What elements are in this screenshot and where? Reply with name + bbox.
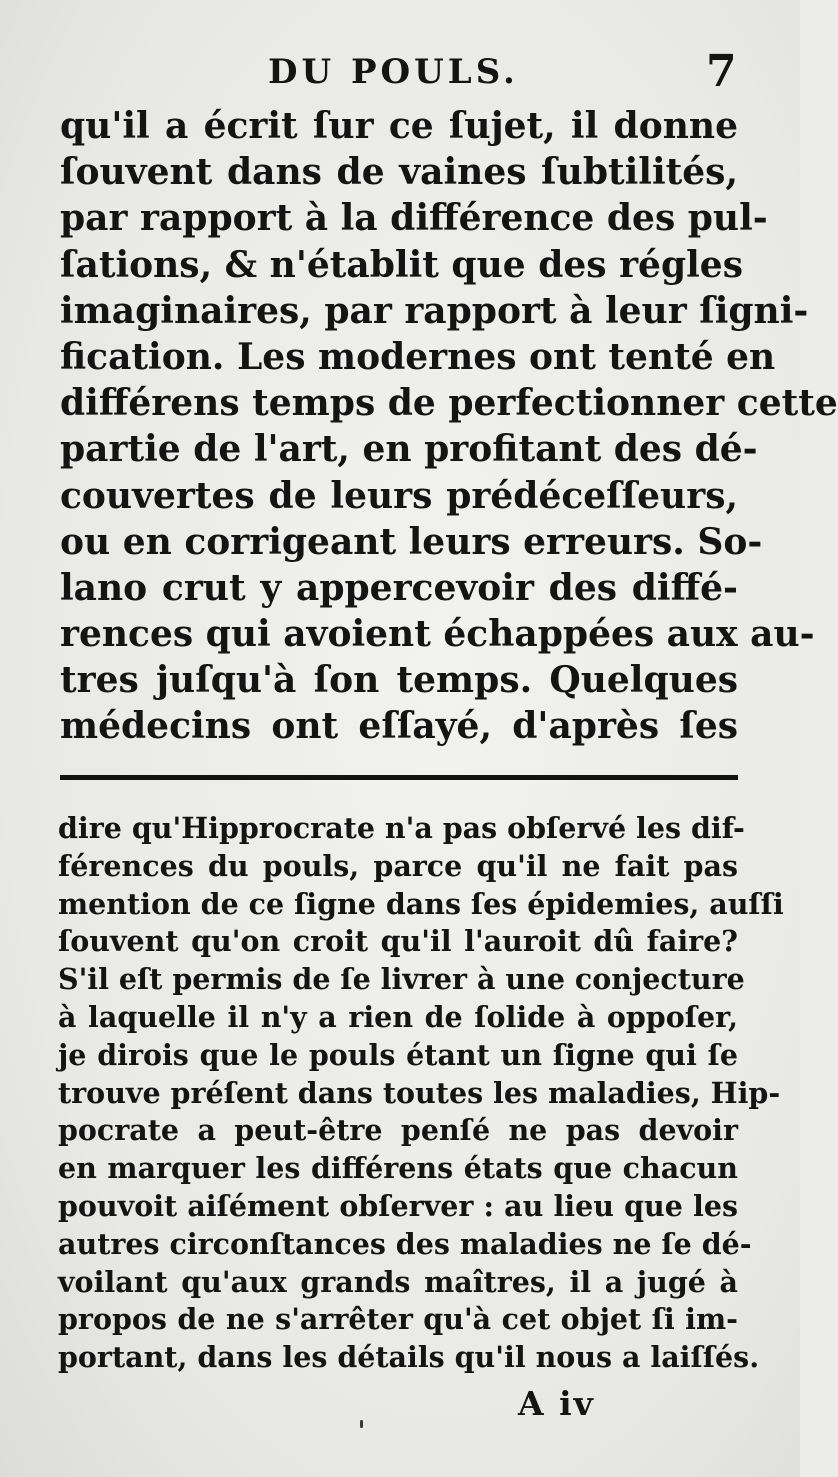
main-text-line: tres juſqu'à ſon temps. Quelques — [60, 659, 738, 702]
footnote-line: propos de ne s'arrêter qu'à cet objet ſi im- — [58, 1302, 738, 1337]
footnote-line: à laquelle il n'y a rien de ſolide à oppoſer, — [58, 999, 738, 1034]
main-text-line: partie de l'art, en profitant des dé- — [60, 428, 758, 471]
footnote-line: portant, dans les détails qu'il nous a laiſſés. — [58, 1340, 760, 1375]
signature-mark: A iv — [518, 1384, 595, 1423]
footnote-line: voilant qu'aux grands maîtres, il a jugé à — [58, 1264, 738, 1299]
footnote-line: ſouvent qu'on croit qu'il l'auroit dû faire? — [58, 924, 738, 959]
footnote-line: pocrate a peut-être penſé ne pas devoir — [58, 1113, 738, 1148]
main-text-block — [60, 103, 838, 750]
main-text-line: lano crut y appercevoir des diffé- — [60, 566, 738, 609]
footnote-line: dire qu'Hipprocrate n'a pas obſervé les dif- — [58, 811, 745, 845]
footnote-line: mention de ce ſigne dans ſes épidemies, auſſi — [58, 886, 784, 921]
footnote-line: S'il eſt permis de ſe livrer à une conjecture — [58, 962, 745, 997]
footnote-separator-rule — [60, 775, 738, 780]
footnote-line: férences du pouls, parce qu'il ne fait pas — [58, 848, 738, 883]
main-text-line: ou en corrigeant leurs erreurs. So- — [60, 520, 763, 563]
main-text-line: différens temps de perfectionner cette — [60, 382, 838, 425]
footnote-block — [58, 810, 784, 1377]
main-text-line: rences qui avoient échappées aux au- — [60, 613, 815, 656]
main-text-line: fication. Les modernes ont tenté en — [60, 335, 776, 378]
main-text-line: par rapport à la différence des pul- — [60, 197, 768, 240]
main-text-line: ſouvent dans de vaines ſubtilités, — [60, 151, 738, 194]
footnote-line: pouvoit aiſément obſerver : au lieu que les — [58, 1188, 738, 1223]
main-text-line: couvertes de leurs prédéceſſeurs, — [60, 474, 738, 517]
main-text-line: médecins ont eſſayé, d'après ſes — [60, 705, 738, 748]
main-text-line: qu'il a écrit ſur ce ſujet, il donne — [60, 105, 738, 147]
running-head: DU POULS. — [268, 52, 519, 92]
footnote-line: je dirois que le pouls étant un ſigne qui ſe — [58, 1037, 738, 1072]
ink-speck — [360, 1420, 363, 1428]
main-text-line: ſations, & n'établit que des régles — [60, 243, 743, 286]
footnote-line: en marquer les différens états que chacun — [58, 1151, 738, 1186]
page-number: 7 — [706, 46, 737, 97]
main-text-line: imaginaires, par rapport à leur ſigni- — [60, 289, 809, 332]
page-header — [0, 46, 800, 102]
footnote-line: autres circonſtances des maladies ne ſe dé- — [58, 1226, 752, 1261]
footnote-line: trouve préſent dans toutes les maladies, Hip- — [58, 1075, 781, 1110]
